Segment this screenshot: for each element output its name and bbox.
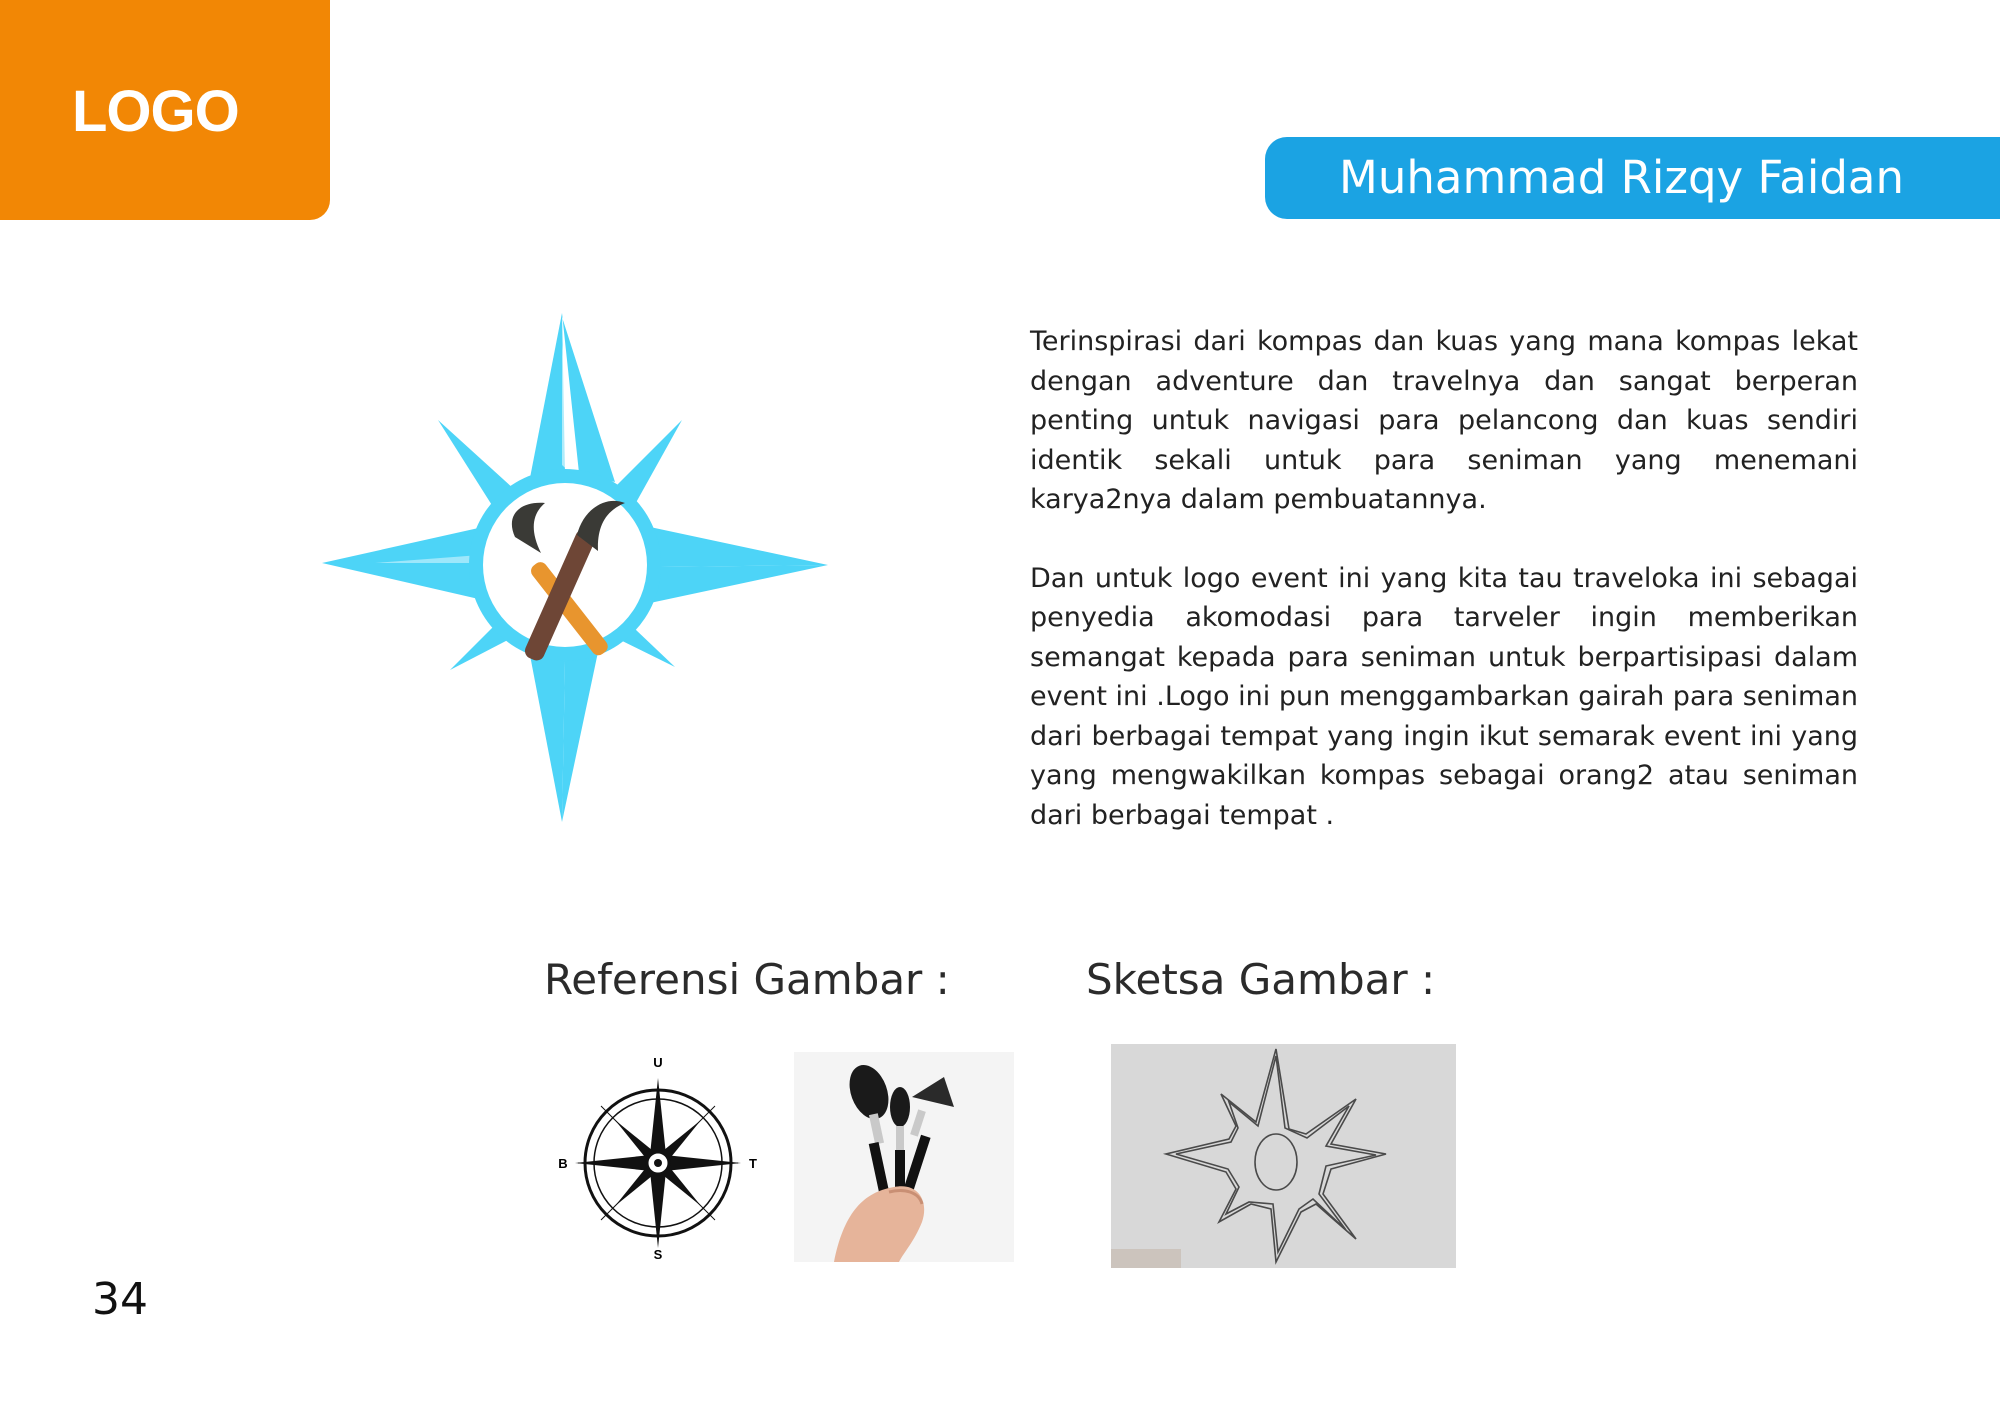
logo-description xyxy=(1030,322,1858,874)
author-banner xyxy=(1265,137,2000,219)
compass-north-label: U xyxy=(653,1055,663,1070)
compass-sketch xyxy=(1111,1044,1456,1268)
description-paragraph-1: Terinspirasi dari kompas dan kuas yang mana kompas lekat dengan adventure dan travelnya dan sangat berperan penting untuk navigasi para pelancong dan kuas sendiri identik sekali untuk para seniman yang menemani karya2nya dalam pembuatannya. xyxy=(1030,326,1858,515)
compass-rose-icon xyxy=(553,1053,763,1263)
compass-south-label: S xyxy=(653,1247,663,1262)
makeup-brushes-photo xyxy=(794,1052,1014,1262)
compass-west-label: B xyxy=(558,1156,568,1171)
description-paragraph-2: Dan untuk logo event ini yang kita tau traveloka ini sebagai penyedia akomodasi para tarveler ingin memberikan semangat kepada para seniman untuk berpartisipasi dalam event ini .Logo ini pun menggambarkan gairah para seniman dari berbagai tempat yang ingin ikut semarak event ini yang yang mengwakilkan kompas sebagai orang2 atau seniman dari berbagai tempat . xyxy=(1030,562,1858,831)
author-name: Muhammad Rizqy Faidan xyxy=(1339,151,1904,204)
compass-brush-logo xyxy=(315,305,835,830)
sketch-label: Sketsa Gambar : xyxy=(1086,955,1436,1004)
reference-label: Referensi Gambar : xyxy=(544,955,950,1004)
section-title: LOGO xyxy=(72,79,239,144)
section-tab xyxy=(0,0,330,220)
page-number: 34 xyxy=(92,1274,148,1325)
compass-east-label: T xyxy=(749,1156,757,1171)
